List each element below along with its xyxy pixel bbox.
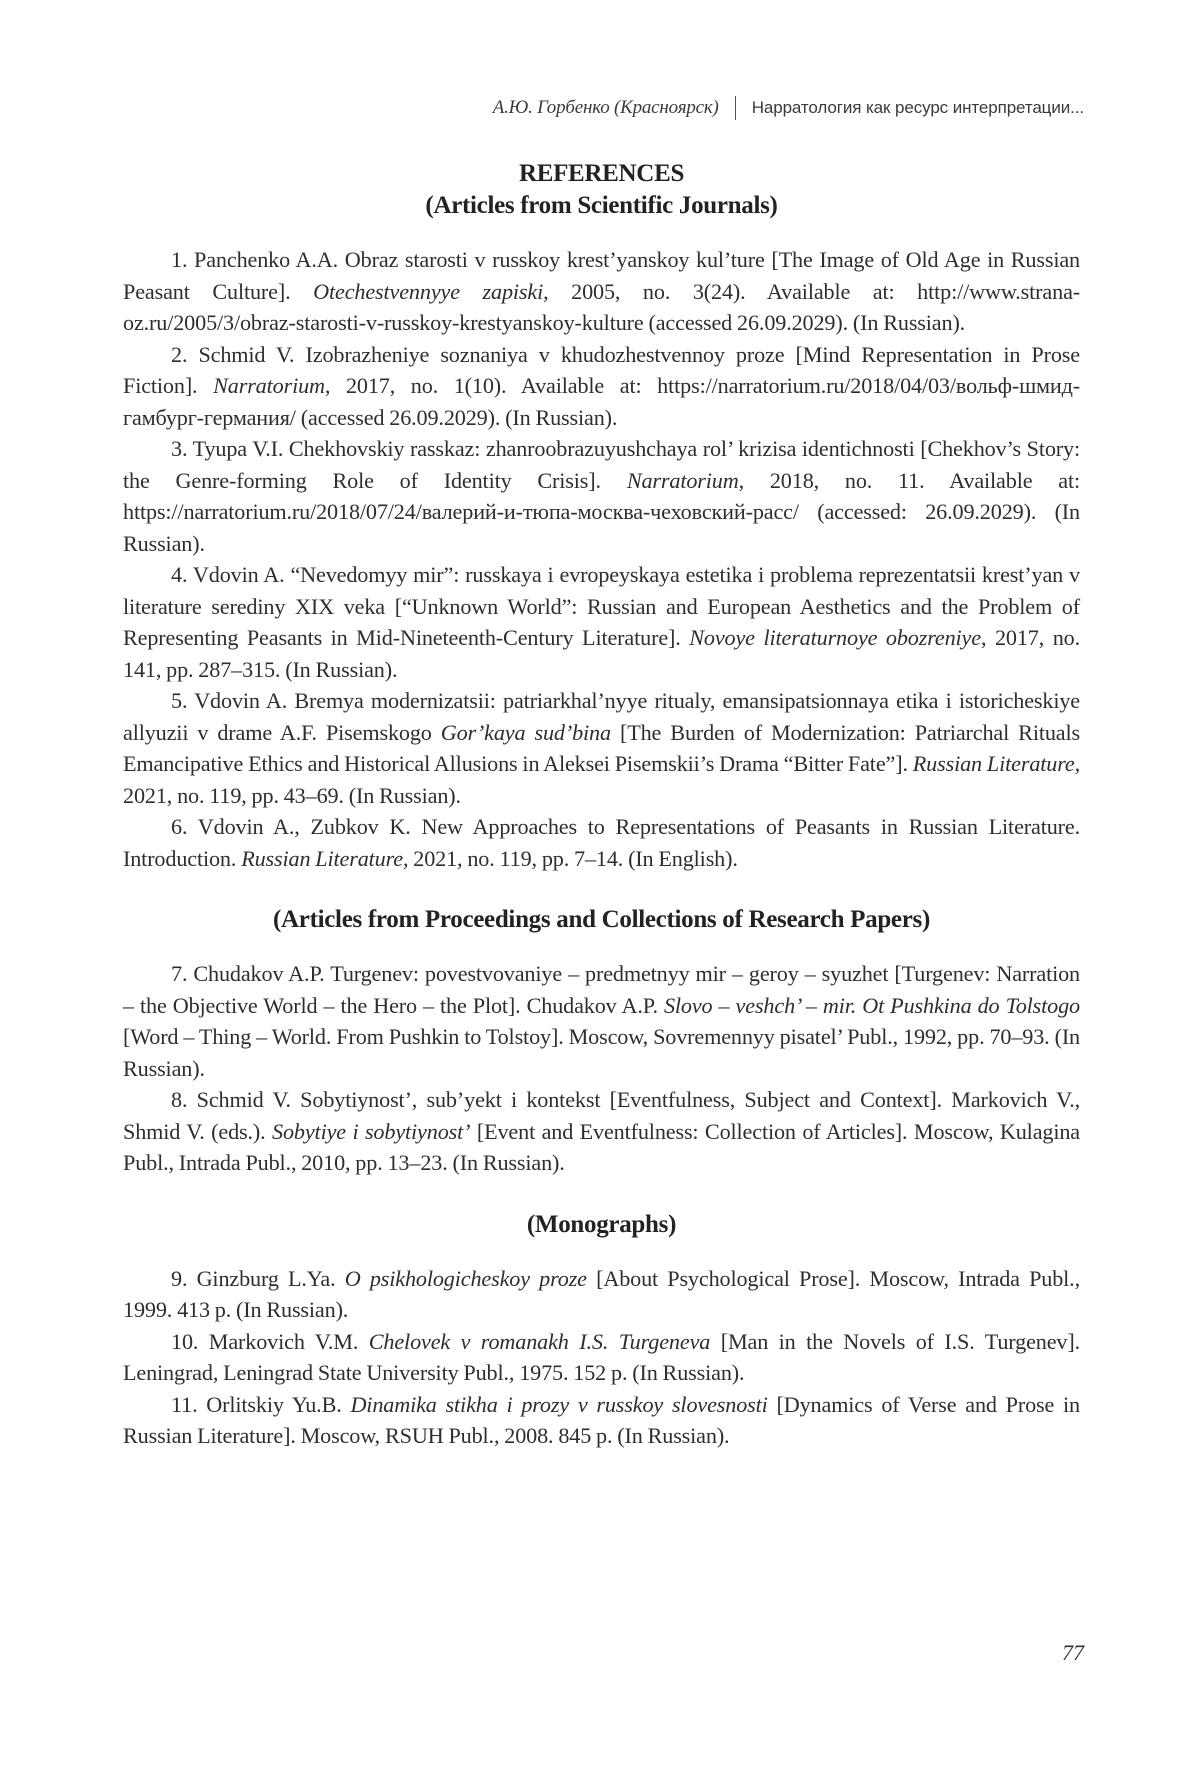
running-head — [493, 96, 1084, 120]
section-list-proceedings — [123, 958, 1080, 1179]
references-content — [123, 158, 1080, 1452]
reference-number: 8. — [171, 1087, 197, 1112]
reference-text: [Dynamics of Verse and Prose in Russian Literature]. Moscow, RSUH Publ., 2008. 845 p. (In Russian). — [123, 1391, 1081, 1448]
reference-text: Ginzburg L.Ya. — [196, 1265, 345, 1291]
reference-text: Schmid V. Izobrazheniye soznaniya v khudozhestvennoy proze [Mind Representation in Prose Fiction]. — [123, 341, 1080, 398]
reference-title-italic: Chelovek v romanakh I.S. Turgeneva — [368, 1328, 711, 1354]
reference-text: Orlitskiy Yu.B. — [206, 1391, 351, 1417]
reference-text: Schmid V. Sobytiynost’, sub’yekt i kontekst [Eventfulness, Subject and Context]. Markovich V., Shmid V. (eds.). — [123, 1087, 1080, 1144]
reference-entry — [123, 1263, 1080, 1326]
reference-title-italic: Dinamika stikha i prozy v russkoy slovesnosti — [350, 1391, 768, 1417]
reference-number: 2. — [171, 341, 199, 367]
reference-text: , 2017, no. 141, pp. 287–315. (In Russian). — [123, 625, 1080, 682]
reference-number: 10. — [171, 1328, 209, 1354]
reference-entry — [123, 1326, 1080, 1389]
reference-text: , 2021, no. 119, pp. 7–14. (In English). — [402, 845, 738, 871]
reference-text: Markovich V.M. — [208, 1328, 369, 1354]
reference-number: 5. — [171, 688, 195, 713]
reference-text: Vdovin A. Bremya modernizatsii: patriarkhal’nyye ritualy, emansipatsionnaya etika i istoricheskiye allyuzii v drame A.F. Pisemskogo — [123, 688, 1080, 745]
reference-entry — [123, 244, 1080, 339]
reference-text: Vdovin A. “Nevedomyy mir”: russkaya i evropeyskaya estetika i problema reprezentatsii krest’yan v literature serediny XIX veka [“Unknown World”: Russian and European Aesthetics and the Problem of Representing Peasants in Mid-Nineteenth-Century Literature]. — [123, 562, 1080, 650]
reference-text: Chudakov A.P. Turgenev: povestvovaniye – predmetnyy mir – geroy – syuzhet [Turgenev: Narration – the Objective World – the Hero – the Plot]. Chudakov A.P. — [123, 961, 1080, 1018]
reference-entry — [123, 339, 1080, 434]
reference-text: Panchenko A.A. Obraz starosti v russkoy krest’yanskoy kul’ture [The Image of Old Age in Russian Peasant Culture]. — [123, 247, 1080, 304]
reference-text: Vdovin A., Zubkov K. New Approaches to Representations of Peasants in Russian Literature. Introduction. — [123, 814, 1080, 871]
reference-title-italic: Narratorium — [213, 373, 325, 398]
running-head-title: Нарратология как ресурс интерпретации... — [751, 98, 1084, 117]
reference-entry — [123, 559, 1080, 685]
reference-entry — [123, 685, 1080, 811]
section-subtitle-monographs: (Monographs) — [526, 1210, 677, 1238]
reference-title-italic: Gor’kaya sud’bina — [440, 719, 611, 745]
reference-text: [About Psychological Prose]. Moscow, Intrada Publ., 1999. 413 p. (In Russian). — [123, 1265, 1080, 1322]
running-head-author: А.Ю. Горбенко (Красноярск) — [492, 97, 719, 118]
reference-number: 11. — [171, 1391, 207, 1417]
reference-title-italic: Slovo – veshch’ – mir. Ot Pushkina do Tolstogo — [663, 992, 1081, 1018]
reference-entry — [123, 958, 1080, 1084]
reference-number: 3. — [171, 436, 193, 461]
section-list-journals — [123, 244, 1080, 874]
reference-title-italic: Russian Literature — [912, 751, 1075, 776]
reference-text: [Word – Thing – World. From Pushkin to Tolstoy]. Moscow, Sovremennyy pisatel’ Publ., 1992, pp. 70–93. (In Russian). — [123, 1024, 1080, 1081]
reference-entry — [123, 1389, 1080, 1452]
reference-title-italic: Russian Literature — [241, 845, 403, 871]
reference-text: , 2017, no. 1(10). Available at: https://narratorium.ru/2018/04/03/вольф-шмид-гамбург-германия/ (accessed 26.09.2029). (In Russian). — [123, 373, 1080, 430]
reference-text: [The Burden of Modernization: Patriarchal Rituals Emancipative Ethics and Historical Allusions in Aleksei Pisemskii’s Drama “Bitter Fate”]. — [123, 719, 1080, 776]
section-subtitle-proceedings: (Articles from Proceedings and Collections of Research Papers) — [273, 906, 930, 933]
reference-number: 7. — [171, 961, 194, 986]
section-list-monographs — [123, 1263, 1080, 1452]
reference-text: Tyupa V.I. Chekhovskiy rasskaz: zhanroobrazuyushchaya rol’ krizisa identichnosti [Chekhov’s Story: the Genre-forming Role of Identity Crisis]. — [123, 436, 1081, 493]
reference-number: 9. — [171, 1265, 197, 1291]
reference-text: [Event and Eventfulness: Collection of Articles]. Moscow, Kulagina Publ., Intrada Publ., 2010, pp. 13–23. (In Russian). — [123, 1118, 1080, 1175]
reference-entry — [123, 1084, 1080, 1179]
reference-number: 4. — [171, 562, 193, 587]
section-subtitle-journals: (Articles from Scientific Journals) — [425, 192, 778, 219]
reference-title-italic: Sobytiye i sobytiynost’ — [272, 1118, 471, 1144]
reference-title-italic: Novoye literaturnoye obozreniye — [689, 625, 981, 650]
references-heading: REFERENCES — [518, 160, 685, 187]
reference-title-italic: O psikhologicheskoy proze — [344, 1265, 587, 1291]
reference-entry — [123, 433, 1080, 559]
reference-title-italic: Otechestvennyye zapiski — [313, 278, 544, 304]
running-head-divider — [735, 96, 736, 120]
reference-title-italic: Narratorium — [626, 467, 739, 493]
reference-text: , 2018, no. 11. Available at: https://narratorium.ru/2018/07/24/валерий-и-тюпа-москва-чеховский-расс/ (accessed: 26.09.2029). (In Russian). — [123, 467, 1080, 556]
reference-text: , 2021, no. 119, pp. 43–69. (In Russian). — [123, 751, 1080, 808]
page-number: 77 — [1062, 1640, 1084, 1665]
reference-number: 6. — [171, 814, 198, 839]
reference-number: 1. — [171, 247, 195, 272]
reference-text: [Man in the Novels of I.S. Turgenev]. Leningrad, Leningrad State University Publ., 1975. 152 p. (In Russian). — [123, 1328, 1080, 1385]
reference-text: , 2005, no. 3(24). Available at: http://www.strana-oz.ru/2005/3/obraz-starosti-v-russkoy-krestyanskoy-kulture (accessed 26.09.2029). (In Russian). — [123, 278, 1080, 335]
reference-entry — [123, 811, 1080, 874]
